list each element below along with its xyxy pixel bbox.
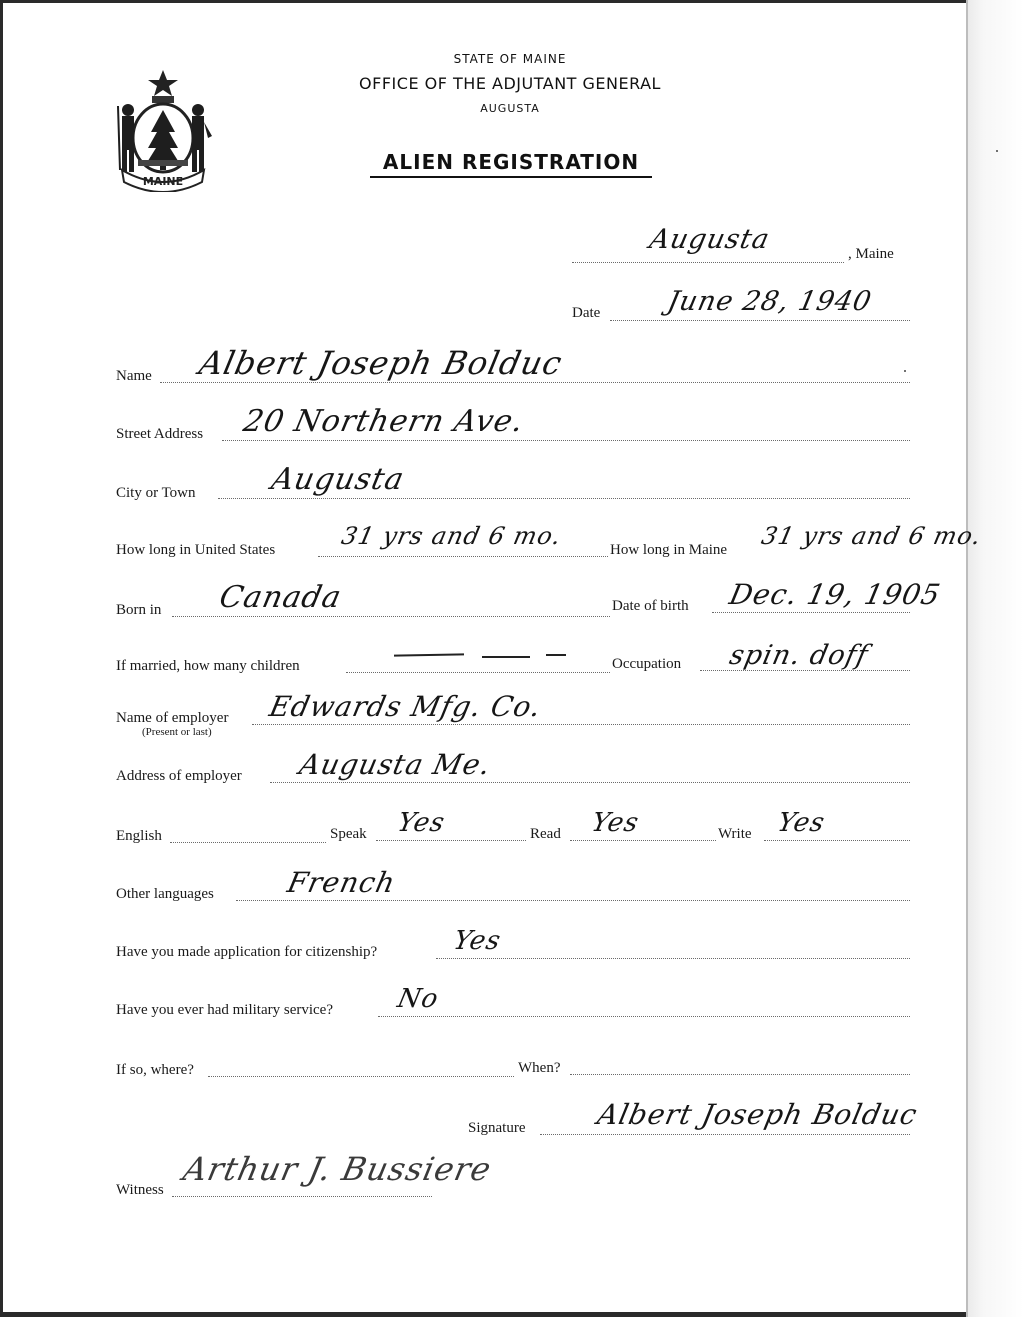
witness-line — [172, 1196, 432, 1197]
other-languages-value: French — [284, 866, 399, 899]
other-languages-line — [236, 900, 910, 901]
form-title: ALIEN REGISTRATION — [370, 150, 652, 178]
city-or-town-line — [218, 498, 910, 499]
born-in-value: Canada — [216, 580, 345, 615]
state-heading: STATE OF MAINE — [453, 52, 567, 66]
maine-state-seal-icon — [108, 66, 218, 192]
born-in-line — [172, 616, 610, 617]
city-heading: AUGUSTA — [480, 102, 540, 115]
born-in-label: Born in — [116, 602, 162, 618]
date-line — [610, 320, 910, 321]
read-value: Yes — [588, 808, 642, 838]
scan-border-left — [0, 0, 3, 1317]
if-so-where-label: If so, where? — [116, 1062, 194, 1078]
scan-margin-right — [966, 0, 1024, 1317]
how-long-us-line — [318, 556, 608, 557]
signature-line — [540, 1134, 910, 1135]
witness-label: Witness — [116, 1182, 164, 1198]
where-line — [208, 1076, 514, 1077]
witness-signature-value: Arthur J. Bussiere — [179, 1150, 496, 1188]
employer-value: Edwards Mfg. Co. — [266, 690, 545, 723]
street-address-line — [222, 440, 910, 441]
children-line — [346, 672, 610, 673]
children-dash-mark-3 — [546, 654, 566, 656]
name-value: Albert Joseph Bolduc — [195, 344, 566, 382]
signature-value: Albert Joseph Bolduc — [594, 1098, 921, 1131]
how-long-maine-value: 31 yrs and 6 mo. — [759, 522, 985, 550]
children-dash-mark — [394, 653, 464, 656]
employer-address-label: Address of employer — [116, 768, 242, 784]
write-value: Yes — [774, 808, 828, 838]
place-value: Augusta — [646, 224, 773, 255]
scan-border-top — [0, 0, 1024, 3]
employer-address-line — [270, 782, 910, 783]
employer-label: Name of employer — [116, 710, 229, 726]
speak-label: Speak — [330, 826, 367, 842]
employer-address-value: Augusta Me. — [296, 748, 495, 781]
maine-label: , Maine — [848, 246, 894, 262]
date-of-birth-value: Dec. 19, 1905 — [726, 578, 944, 611]
citizenship-line — [436, 958, 910, 959]
office-heading: OFFICE OF THE ADJUTANT GENERAL — [359, 74, 661, 93]
military-line — [378, 1016, 910, 1017]
date-of-birth-line — [712, 612, 910, 613]
when-line — [570, 1074, 910, 1075]
english-line — [170, 842, 326, 843]
children-label: If married, how many children — [116, 658, 300, 674]
speak-line — [376, 840, 526, 841]
read-line — [570, 840, 716, 841]
children-dash-mark-2 — [482, 656, 530, 658]
place-line — [572, 262, 844, 263]
other-languages-label: Other languages — [116, 886, 214, 902]
read-label: Read — [530, 826, 561, 842]
military-value: No — [394, 984, 442, 1014]
scan-speck — [904, 370, 906, 372]
street-address-label: Street Address — [116, 426, 204, 442]
svg-text:MAINE: MAINE — [142, 175, 184, 188]
occupation-label: Occupation — [612, 656, 682, 672]
name-line — [160, 382, 910, 383]
when-label: When? — [518, 1060, 561, 1076]
city-or-town-value: Augusta — [268, 462, 408, 497]
scan-border-bottom — [0, 1312, 1024, 1317]
scan-margin-line — [966, 0, 968, 1317]
name-label: Name — [116, 368, 152, 384]
english-label: English — [116, 828, 162, 844]
military-label: Have you ever had military service? — [116, 1002, 333, 1018]
how-long-maine-label: How long in Maine — [610, 542, 728, 558]
scan-speck — [996, 150, 998, 152]
date-value: June 28, 1940 — [664, 286, 875, 317]
employer-sublabel: (Present or last) — [142, 726, 212, 738]
street-address-value: 20 Northern Ave. — [240, 404, 528, 439]
write-label: Write — [718, 826, 752, 842]
date-of-birth-label: Date of birth — [612, 598, 689, 614]
signature-label: Signature — [468, 1120, 526, 1136]
write-line — [764, 840, 910, 841]
city-or-town-label: City or Town — [116, 485, 196, 501]
how-long-us-value: 31 yrs and 6 mo. — [339, 522, 565, 550]
speak-value: Yes — [394, 808, 448, 838]
date-label: Date — [572, 305, 601, 321]
employer-line — [252, 724, 910, 725]
how-long-us-label: How long in United States — [116, 542, 276, 558]
citizenship-value: Yes — [450, 926, 504, 956]
occupation-value: spin. doff — [726, 640, 872, 671]
citizenship-label: Have you made application for citizenship? — [116, 944, 378, 960]
